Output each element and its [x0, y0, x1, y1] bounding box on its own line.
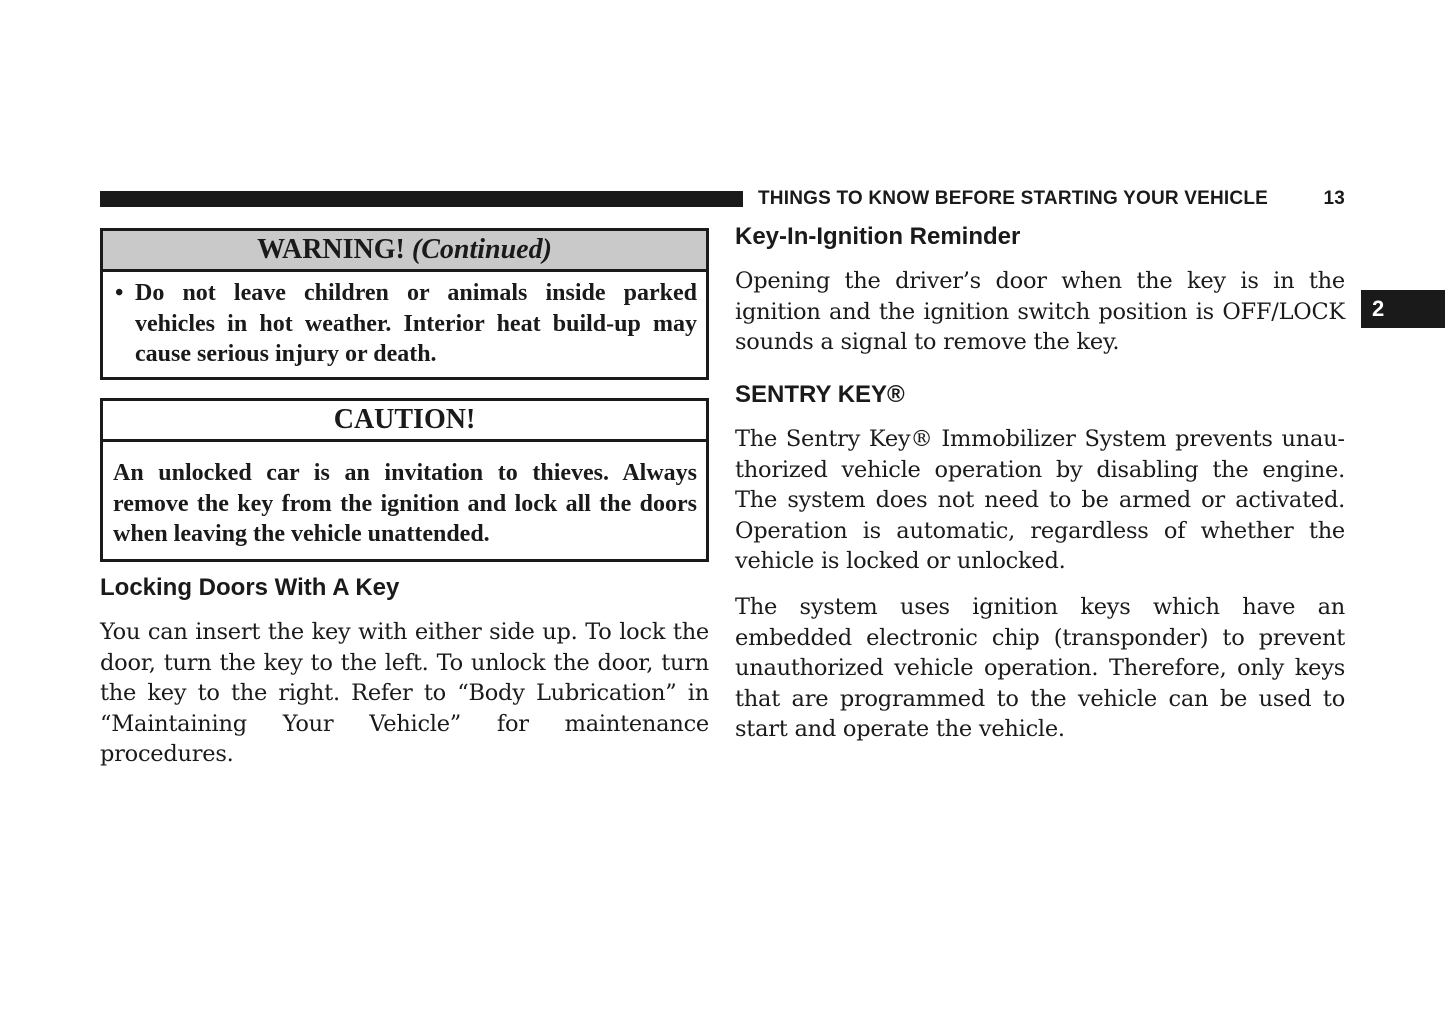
chapter-tab	[1361, 290, 1445, 328]
bullet-icon: •	[115, 280, 124, 306]
key-in-ignition-text: Opening the driver’s door when the key is in the ignition and the ignition switch position is OFF/LOCK sounds a signal to remove the key.	[735, 268, 1345, 355]
page-number: 13	[1323, 188, 1345, 209]
sentry-key-paragraph-2: The system uses ignition keys which have an embedded electronic chip (transponder) to prevent unauthorized vehicle operation. Therefore, only keys that are programmed to the vehicle can be used to start and operate the vehicle.	[735, 594, 1345, 742]
key-in-ignition-heading: Key-In-Ignition Reminder	[735, 223, 1021, 250]
warning-body	[103, 272, 706, 370]
warning-continued: (Continued)	[411, 234, 552, 265]
caution-text: An unlocked car is an invitation to thieves. Always remove the key from the ignition and lock all the doors when leaving the vehicle unattended.	[113, 460, 697, 547]
sentry-key-heading: SENTRY KEY®	[735, 381, 905, 408]
warning-title	[103, 231, 706, 272]
chapter-number: 2	[1372, 296, 1385, 321]
caution-title: CAUTION!	[103, 401, 706, 442]
header-rule	[100, 191, 743, 207]
running-title: THINGS TO KNOW BEFORE STARTING YOUR VEHICLE	[758, 188, 1269, 209]
locking-doors-heading: Locking Doors With A Key	[100, 574, 400, 601]
caution-box	[100, 398, 709, 562]
locking-doors-text: You can insert the key with either side up. To lock the door, turn the key to the left. To unlock the door, turn the key to the right. Refer to “Body Lubrication” in “Maintaining Your Vehicle” for maintenance procedures.	[100, 619, 709, 767]
running-header	[758, 187, 1345, 211]
sentry-key-paragraph-1: The Sentry Key® Immobilizer System prevents unauthorized vehicle operation by disabling the engine. The system does not need to be armed or activated. Operation is automatic, regardless of whether the vehicle is locked or unlocked.	[735, 426, 1345, 574]
warning-box	[100, 228, 709, 380]
warning-text: Do not leave children or animals inside parked vehicles in hot weather. Interior heat build-up may cause serious injury or death.	[135, 280, 697, 367]
warning-label: WARNING!	[257, 234, 405, 265]
